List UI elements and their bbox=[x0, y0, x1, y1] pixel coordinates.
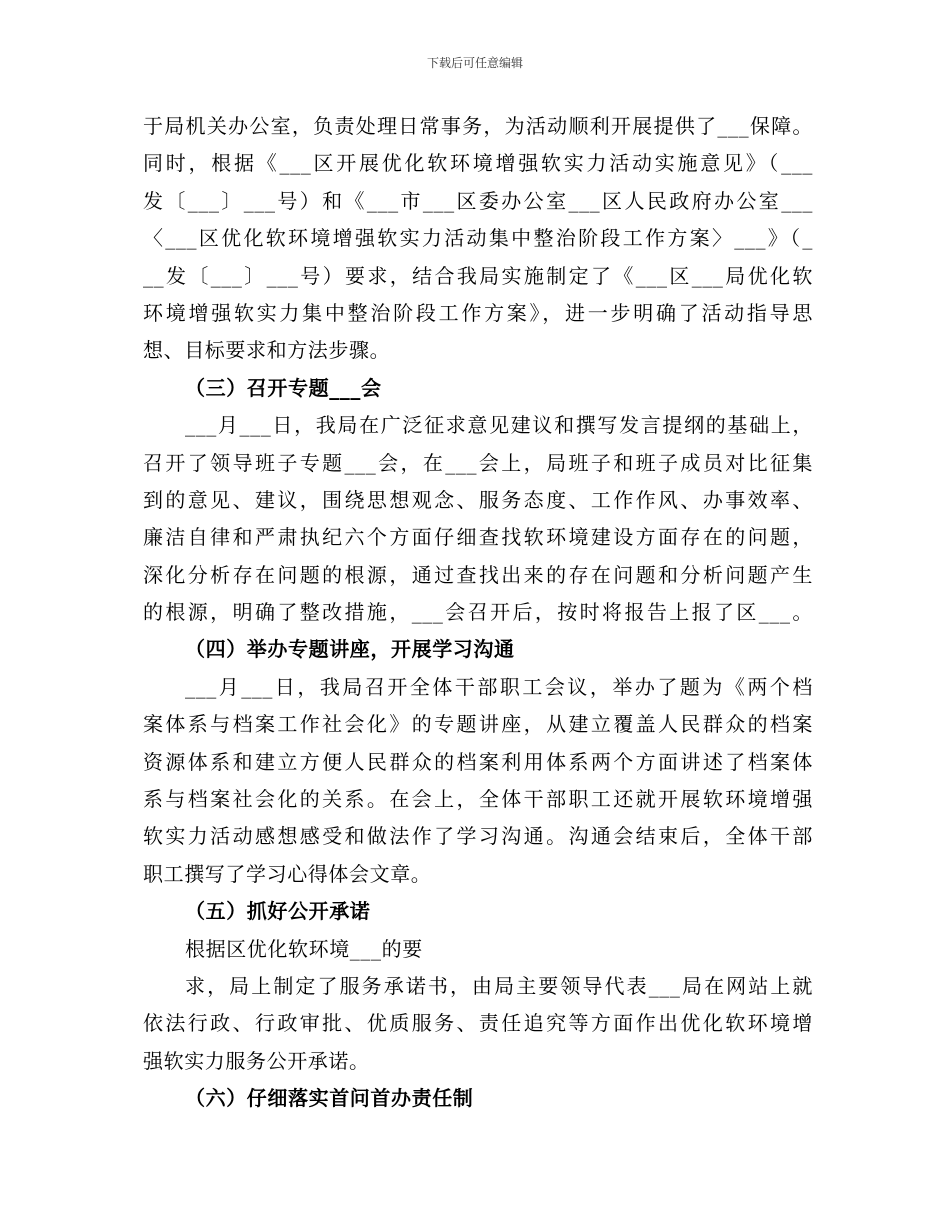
text-line: 软实力活动感想感受和做法作了学习沟通。沟通会结束后，全体干部 bbox=[143, 824, 813, 849]
section-heading: （四）举办专题讲座，开展学习沟通 bbox=[185, 637, 515, 662]
text-line: 环境增强软实力集中整治阶段工作方案》，进一步明确了活动指导思 bbox=[143, 300, 813, 325]
text-line: 于局机关办公室，负责处理日常事务，为活动顺利开展提供了___保障。 bbox=[143, 114, 813, 138]
text-line: 求，局上制定了服务承诺书，由局主要领导代表___局在网站上就 bbox=[185, 973, 813, 998]
text-line: ___月___日，我局在广泛征求意见建议和撰写发言提纲的基础上， bbox=[185, 413, 813, 438]
text-line: 想、目标要求和方法步骤。 bbox=[143, 338, 391, 363]
text-line: 依法行政、行政审批、优质服务、责任追究等方面作出优化软环境增 bbox=[143, 1011, 813, 1036]
document-body bbox=[143, 108, 813, 1118]
text-line: 强软实力服务公开承诺。 bbox=[143, 1048, 370, 1073]
text-line: 〈___区优化软环境增强软实力活动集中整治阶段工作方案〉___》（_ bbox=[143, 226, 813, 251]
text-line: 深化分析存在问题的根源，通过查找出来的存在问题和分析问题产生 bbox=[143, 562, 813, 587]
text-line: 系与档案社会化的关系。在会上，全体干部职工还就开展软环境增强 bbox=[143, 787, 813, 812]
text-line: 根据区优化软环境___的要 bbox=[185, 936, 423, 961]
text-line: 同时，根据《___区开展优化软环境增强软实力活动实施意见》（___ bbox=[143, 151, 813, 176]
text-line: 职工撰写了学习心得体会文章。 bbox=[143, 861, 432, 886]
text-line: 资源体系和建立方便人民群众的档案利用体系两个方面讲述了档案体 bbox=[143, 749, 813, 774]
text-line: __发〔___〕___号）要求，结合我局实施制定了《___区___局优化软 bbox=[143, 263, 813, 288]
section-heading: （三）召开专题___会 bbox=[185, 375, 382, 400]
section-heading: （六）仔细落实首问首办责任制 bbox=[185, 1086, 474, 1111]
text-line: ___月___日，我局召开全体干部职工会议，举办了题为《两个档 bbox=[185, 674, 813, 699]
text-line: 廉洁自律和严肃执纪六个方面仔细查找软环境建设方面存在的问题， bbox=[143, 525, 813, 550]
text-line: 的根源，明确了整改措施，___会召开后，按时将报告上报了区___。 bbox=[143, 600, 813, 625]
text-line: 发〔___〕___号）和《___市___区委办公室___区人民政府办公室___ bbox=[143, 188, 813, 213]
text-line: 到的意见、建议，围绕思想观念、服务态度、工作作风、办事效率、 bbox=[143, 487, 813, 512]
page-header: 下载后可任意编辑 bbox=[426, 56, 523, 70]
section-heading: （五）抓好公开承诺 bbox=[185, 899, 371, 924]
text-line: 召开了领导班子专题___会，在___会上，局班子和班子成员对比征集 bbox=[143, 450, 813, 475]
text-line: 案体系与档案工作社会化》的专题讲座，从建立覆盖人民群众的档案 bbox=[143, 712, 813, 737]
